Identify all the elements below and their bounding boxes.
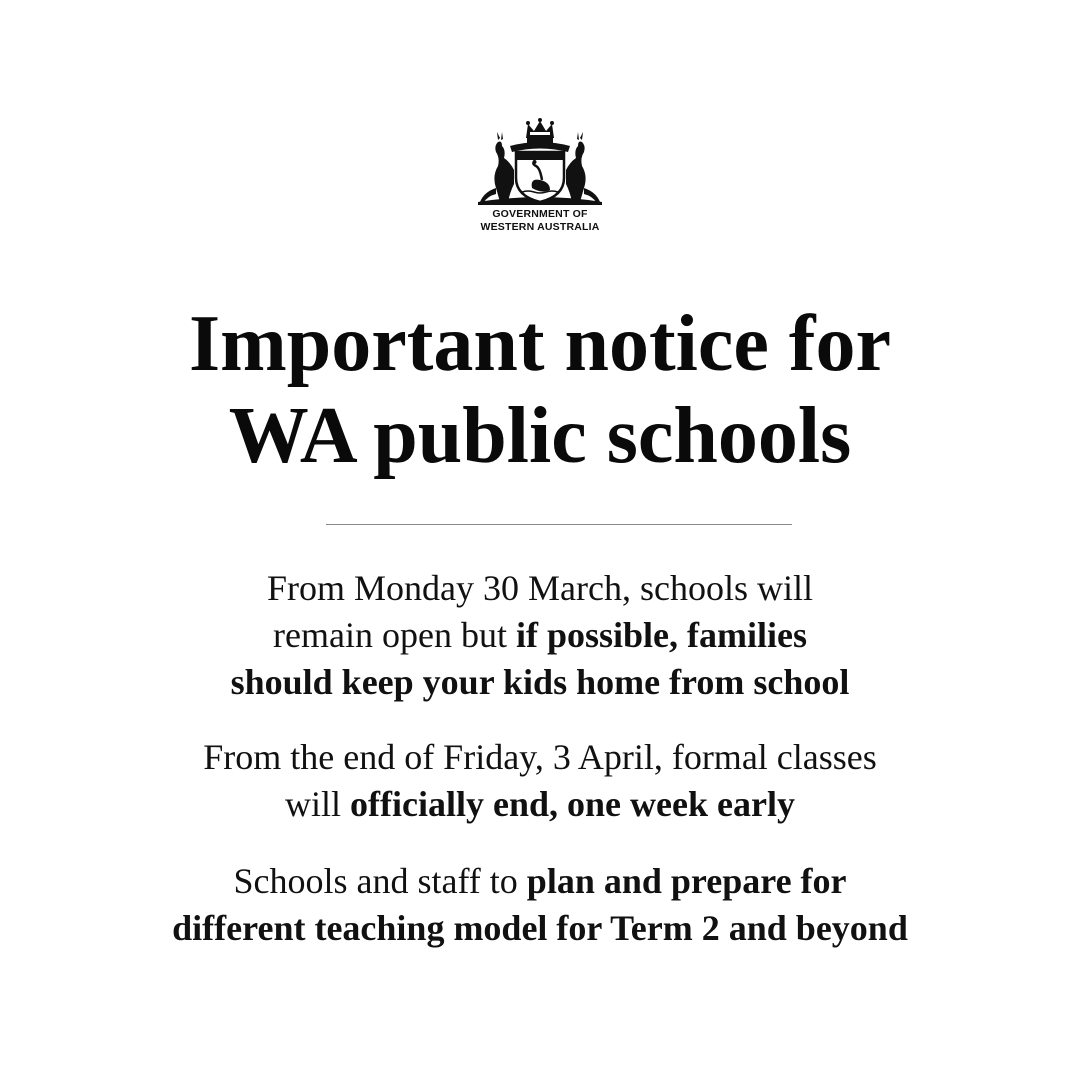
paragraph-1-line-2	[40, 612, 1040, 659]
organization-name	[440, 208, 640, 233]
paragraph-1-line-3-bold: should keep your kids home from school	[230, 662, 850, 702]
page-title	[40, 298, 1040, 482]
paragraph-2-line-2-bold: officially end, one week early	[350, 784, 795, 824]
org-line-2: WESTERN AUSTRALIA	[480, 220, 600, 233]
paragraph-3-line-1-bold: plan and prepare for	[526, 861, 847, 901]
notice-paragraph-2	[40, 734, 1040, 828]
notice-paragraph-3	[40, 858, 1040, 952]
title-line-1: Important notice for	[188, 300, 892, 388]
notice-paragraph-1	[40, 565, 1040, 706]
coat-of-arms-icon	[470, 118, 610, 208]
paragraph-2-line-2	[40, 781, 1040, 828]
paragraph-3-line-2-bold: different teaching model for Term 2 and beyond	[172, 908, 908, 948]
paragraph-3-line-2	[40, 905, 1040, 952]
paragraph-1-line-1: From Monday 30 March, schools will	[267, 568, 813, 608]
divider	[326, 524, 792, 525]
paragraph-1-line-3	[40, 659, 1040, 706]
org-line-1: GOVERNMENT OF	[492, 208, 588, 220]
paragraph-2-line-1: From the end of Friday, 3 April, formal classes	[203, 737, 877, 777]
paragraph-1-line-2-regular: remain open but	[273, 615, 516, 655]
paragraph-3-line-1	[40, 858, 1040, 905]
title-line-2: WA public schools	[228, 392, 852, 480]
paragraph-1-line-2-bold: if possible, families	[515, 615, 807, 655]
paragraph-2-line-2-regular: will	[285, 784, 351, 824]
paragraph-3-line-1-regular: Schools and staff to	[233, 861, 527, 901]
